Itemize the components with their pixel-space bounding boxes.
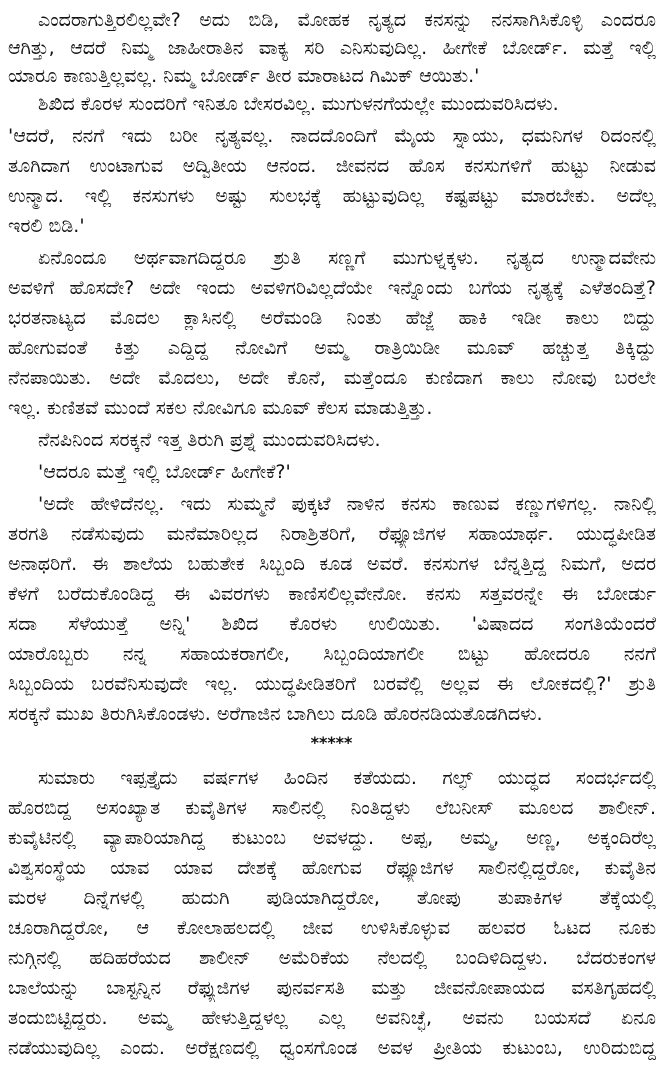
text-line: 'ಆದರೆ, ನನಗೆ ಇದು ಬರೀ ನೃತ್ಯವಲ್ಲ. ನಾದದೊಂದಿಗೆ ಮೈಯ ಸ್ನಾಯು, ಧಮನಿಗಳ ರಿದಂನಲ್ಲಿ bbox=[8, 125, 656, 147]
text-line: ಏನೊಂದೂ ಅರ್ಥವಾಗದಿದ್ದರೂ ಶ್ರುತಿ ಸಣ್ಣಗೆ ಮುಗುಳ್ನಕ್ಕಳು. ನೃತ್ಯದ ಉನ್ಮಾದವೇನು bbox=[38, 247, 656, 269]
text-line: ವಿಶ್ವಸಂಸ್ಥೆಯ ಯಾವ ಯಾವ ದೇಶಕ್ಕೆ ಹೋಗುವ ರೆಫ್ಯೂಜಿಗಳ ಸಾಲಿನಲ್ಲಿದ್ದರೋ, ಕುವೈತಿನ bbox=[8, 857, 656, 879]
text-line: ಹೋಗುವಂತೆ ಕಿತ್ತು ಎದ್ದಿದ್ದ ನೋವಿಗೆ ಅಮ್ಮ ರಾತ್ರಿಯಿಡೀ ಮೂವ್ ಹಚ್ಚುತ್ತ ತಿಕ್ಕಿದ್ದು bbox=[8, 337, 656, 359]
text-line: ಸಿಬ್ಬಂದಿಯ ಬರವೆನಿಸುವುದೇ ಇಲ್ಲ. ಯುದ್ಧಪೀಡಿತರಿಗೆ ಬರವೆಲ್ಲಿ ಅಲ್ಲವ ಈ ಲೋಕದಲ್ಲಿ?' ಶ್ರುತಿ bbox=[8, 673, 656, 695]
text-line: ಎಂದರಾಗುತ್ತಿರಲಿಲ್ಲವೇ? ಅದು ಬಿಡಿ, ಮೋಹಕ ನೃತ್ಯದ ಕನಸನ್ನು ನನಸಾಗಿಸಿಕೊಳ್ಳಿ ಎಂದರೂ bbox=[38, 9, 656, 31]
text-line: ಸದಾ ಸೆಳೆಯುತ್ತೆ ಅನ್ನಿ' ಶಿಖಿದ ಕೊರಳು ಉಲಿಯಿತು. 'ವಿಷಾದದ ಸಂಗತಿಯೆಂದರೆ bbox=[8, 613, 656, 635]
text-line: ತೂಗಿದಾಗ ಉಂಟಾಗುವ ಅದ್ವಿತೀಯ ಆನಂದ. ಜೀವನದ ಹೊಸ ಕನಸುಗಳಿಗೆ ಹುಟ್ಟು ನೀಡುವ bbox=[8, 155, 656, 177]
text-line: ಚೂರಾಗಿದ್ದರೋ, ಆ ಕೋಲಾಹಲದಲ್ಲಿ ಜೀವ ಉಳಿಸಿಕೊಳ್ಳುವ ಹಲವರ ಓಟದ ನೂಕು bbox=[8, 917, 656, 939]
text-line: 'ಆದರೂ ಮತ್ತೆ ಇಲ್ಲಿ ಬೋರ್ಡ್ ಹೀಗೇಕೆ?' bbox=[38, 461, 291, 483]
text-line: ಹೊರಬಿದ್ದ ಅಸಂಖ್ಯಾತ ಕುವೈತಿಗಳ ಸಾಲಿನಲ್ಲಿ ನಿಂತಿದ್ದಳು ಲೆಬನೀಸ್ ಮೂಲದ ಶಾಲೀನ್. bbox=[8, 797, 656, 819]
text-line: ನಡೆಯುವುದಿಲ್ಲ ಎಂದು. ಅರೆಕ್ಷಣದಲ್ಲಿ ಧ್ವಂಸಗೊಂಡ ಅವಳ ಪ್ರೀತಿಯ ಕುಟುಂಬ, ಉರಿದುಬಿದ್ದ bbox=[8, 1037, 656, 1059]
text-line: ಅನಾಥರಿಗೆ. ಈ ಶಾಲೆಯ ಬಹುತೇಕ ಸಿಬ್ಬಂದಿ ಕೂಡ ಅವರೆ. ಕನಸುಗಳ ಬೆನ್ನತ್ತಿದ್ದ ನಿಮಗೆ, ಅದರ bbox=[8, 553, 656, 575]
text-line: ನೆನಪಿನಿಂದ ಸರಕ್ಕನೆ ಇತ್ತ ತಿರುಗಿ ಪ್ರಶ್ನೆ ಮುಂದುವರಿಸಿದಳು. bbox=[38, 429, 381, 451]
text-line: ನುಗ್ಗಿನಲ್ಲಿ ಹದಿಹರೆಯದ ಶಾಲೀನ್ ಅಮೆರಿಕೆಯ ನೆಲದಲ್ಲಿ ಬಂದಿಳಿದಿದ್ದಳು. ಬೆದರುಕಂಗಳ bbox=[8, 947, 656, 969]
text-line: ಇಲ್ಲ. ಕುಣಿತವೆ ಮುಂದೆ ಸಕಲ ನೋವಿಗೂ ಮೂವ್ ಕೆಲಸ ಮಾಡುತ್ತಿತ್ತು. bbox=[8, 397, 433, 419]
text-line: ಬಾಲೆಯನ್ನು ಬಾಸ್ಟನ್ನಿನ ರೆಫ್ಯುಜಿಗಳ ಪುನರ್ವಸತಿ ಮತ್ತು ಜೀವನೋಪಾಯದ ವಸತಿಗೃಹದಲ್ಲಿ bbox=[8, 977, 656, 999]
text-line: ಯಾರೂ ಕಾಣುತ್ತಿಲ್ಲವಲ್ಲ. ನಿಮ್ಮ ಬೋರ್ಡ್ ತೀರ ಮಾರಾಟದ ಗಿಮಿಕ್ ಆಯಿತು.' bbox=[8, 65, 480, 87]
text-line: ಇರಲಿ ಬಿಡಿ.' bbox=[8, 215, 85, 237]
text-line: ಯಾರೊಬ್ಬರು ನನ್ನ ಸಹಾಯಕರಾಗಲೀ, ಸಿಬ್ಬಂದಿಯಾಗಲೀ ಬಿಟ್ಟು ಹೋದರೂ ನನಗೆ bbox=[8, 643, 656, 665]
text-line: ಕುವೈಟಿನಲ್ಲಿ ವ್ಯಾಪಾರಿಯಾಗಿದ್ದ ಕುಟುಂಬ ಅವಳದ್ದು. ಅಪ್ಪ, ಅಮ್ಮ, ಅಣ್ಣ, ಅಕ್ಕಂದಿರೆಲ್ಲ bbox=[8, 827, 656, 849]
text-line: ಆಗಿತ್ತು, ಆದರೆ ನಿಮ್ಮ ಜಾಹೀರಾತಿನ ವಾಕ್ಯ ಸರಿ ಎನಿಸುವುದಿಲ್ಲ. ಹೀಗೇಕೆ ಬೋರ್ಡ್. ಮತ್ತೆ ಇಲ್ಲಿ bbox=[8, 37, 656, 59]
text-line: ಕೆಳಗೆ ಬರೆದುಕೊಂಡಿದ್ದ ಈ ವಿವರಗಳು ಕಾಣಿಸಲಿಲ್ಲವೇನೋ. ಕನಸು ಸತ್ತವರನ್ನೇ ಈ ಬೋರ್ಡು bbox=[8, 583, 656, 605]
text-line: ಉನ್ಮಾದ. ಇಲ್ಲಿ ಕನಸುಗಳು ಅಷ್ಟು ಸುಲಭಕ್ಕೆ ಹುಟ್ಟುವುದಿಲ್ಲ ಕಷ್ಟಪಟ್ಟು ಮಾರಬೇಕು. ಅದೆಲ್ಲ bbox=[8, 185, 656, 207]
text-line: ಮರಳ ದಿನ್ನೆಗಳಲ್ಲಿ ಹುದುಗಿ ಪುಡಿಯಾಗಿದ್ದರೋ, ತೋಪು ತುಪಾಕಿಗಳ ತೆಕ್ಕೆಯಲ್ಲಿ bbox=[8, 887, 656, 909]
text-line: ಸುಮಾರು ಇಪ್ಪತ್ತೈದು ವರ್ಷಗಳ ಹಿಂದಿನ ಕತೆಯದು. ಗಲ್ಫ್ ಯುದ್ಧದ ಸಂದರ್ಭದಲ್ಲಿ bbox=[38, 767, 656, 789]
text-line: ಶಿಖಿದ ಕೊರಳ ಸುಂದರಿಗೆ ಇನಿತೂ ಬೇಸರವಿಲ್ಲ. ಮುಗುಳನಗೆಯಲ್ಲೇ ಮುಂದುವರಿಸಿದಳು. bbox=[38, 93, 559, 115]
text-line: ತಂದುಬಿಟ್ಟಿದ್ದರು. ಅಮ್ಮ ಹೇಳುತ್ತಿದ್ದಳಲ್ಲ ಎಲ್ಲ ಅವನಿಚ್ಛೆ, ಅವನು ಬಯಸದೆ ಏನೂ bbox=[8, 1007, 656, 1029]
text-line: ಅವಳಿಗೆ ಹೊಸದೇ? ಅದೇ ಇಂದು ಅವಳಿಗರಿವಿಲ್ಲದೆಯೇ ಇನ್ನೊಂದು ಬಗೆಯ ನೃತ್ಯಕ್ಕೆ ಎಳೆತಂದಿತ್ತೆ? bbox=[8, 277, 656, 299]
text-line: ತರಗತಿ ನಡೆಸುವುದು ಮನೆಮಾರಿಲ್ಲದ ನಿರಾಶ್ರಿತರಿಗೆ, ರೆಫ್ಯೂಜಿಗಳ ಸಹಾಯಾರ್ಥ. ಯುದ್ಧಪೀಡಿತ bbox=[8, 523, 656, 545]
text-line: 'ಅದೇ ಹೇಳಿದೆನಲ್ಲ. ಇದು ಸುಮ್ಮನೆ ಪುಕ್ಕಟೆ ನಾಳಿನ ಕನಸು ಕಾಣುವ ಕಣ್ಣುಗಳಿಗಲ್ಲ. ನಾನಿಲ್ಲಿ bbox=[38, 493, 656, 515]
section-separator: ***** bbox=[310, 733, 353, 752]
text-line: ಸರಕ್ಕನೆ ಮುಖ ತಿರುಗಿಸಿಕೊಂಡಳು. ಅರೆಗಾಜಿನ ಬಾಗಿಲು ದೂಡಿ ಹೊರನಡಿಯತೊಡಗಿದಳು. bbox=[8, 703, 543, 725]
text-line: ಭರತನಾಟ್ಯದ ಮೊದಲ ಕ್ಲಾಸಿನಲ್ಲಿ ಅರೆಮಂಡಿ ನಿಂತು ಹೆಜ್ಜೆ ಹಾಕಿ ಇಡೀ ಕಾಲು ಬಿದ್ದು bbox=[8, 307, 656, 329]
text-line: ನೆನಪಾಯಿತು. ಅದೇ ಮೊದಲು, ಅದೇ ಕೊನೆ, ಮತ್ತೆಂದೂ ಕುಣಿದಾಗ ಕಾಲು ನೋವು ಬರಲೇ bbox=[8, 367, 656, 389]
